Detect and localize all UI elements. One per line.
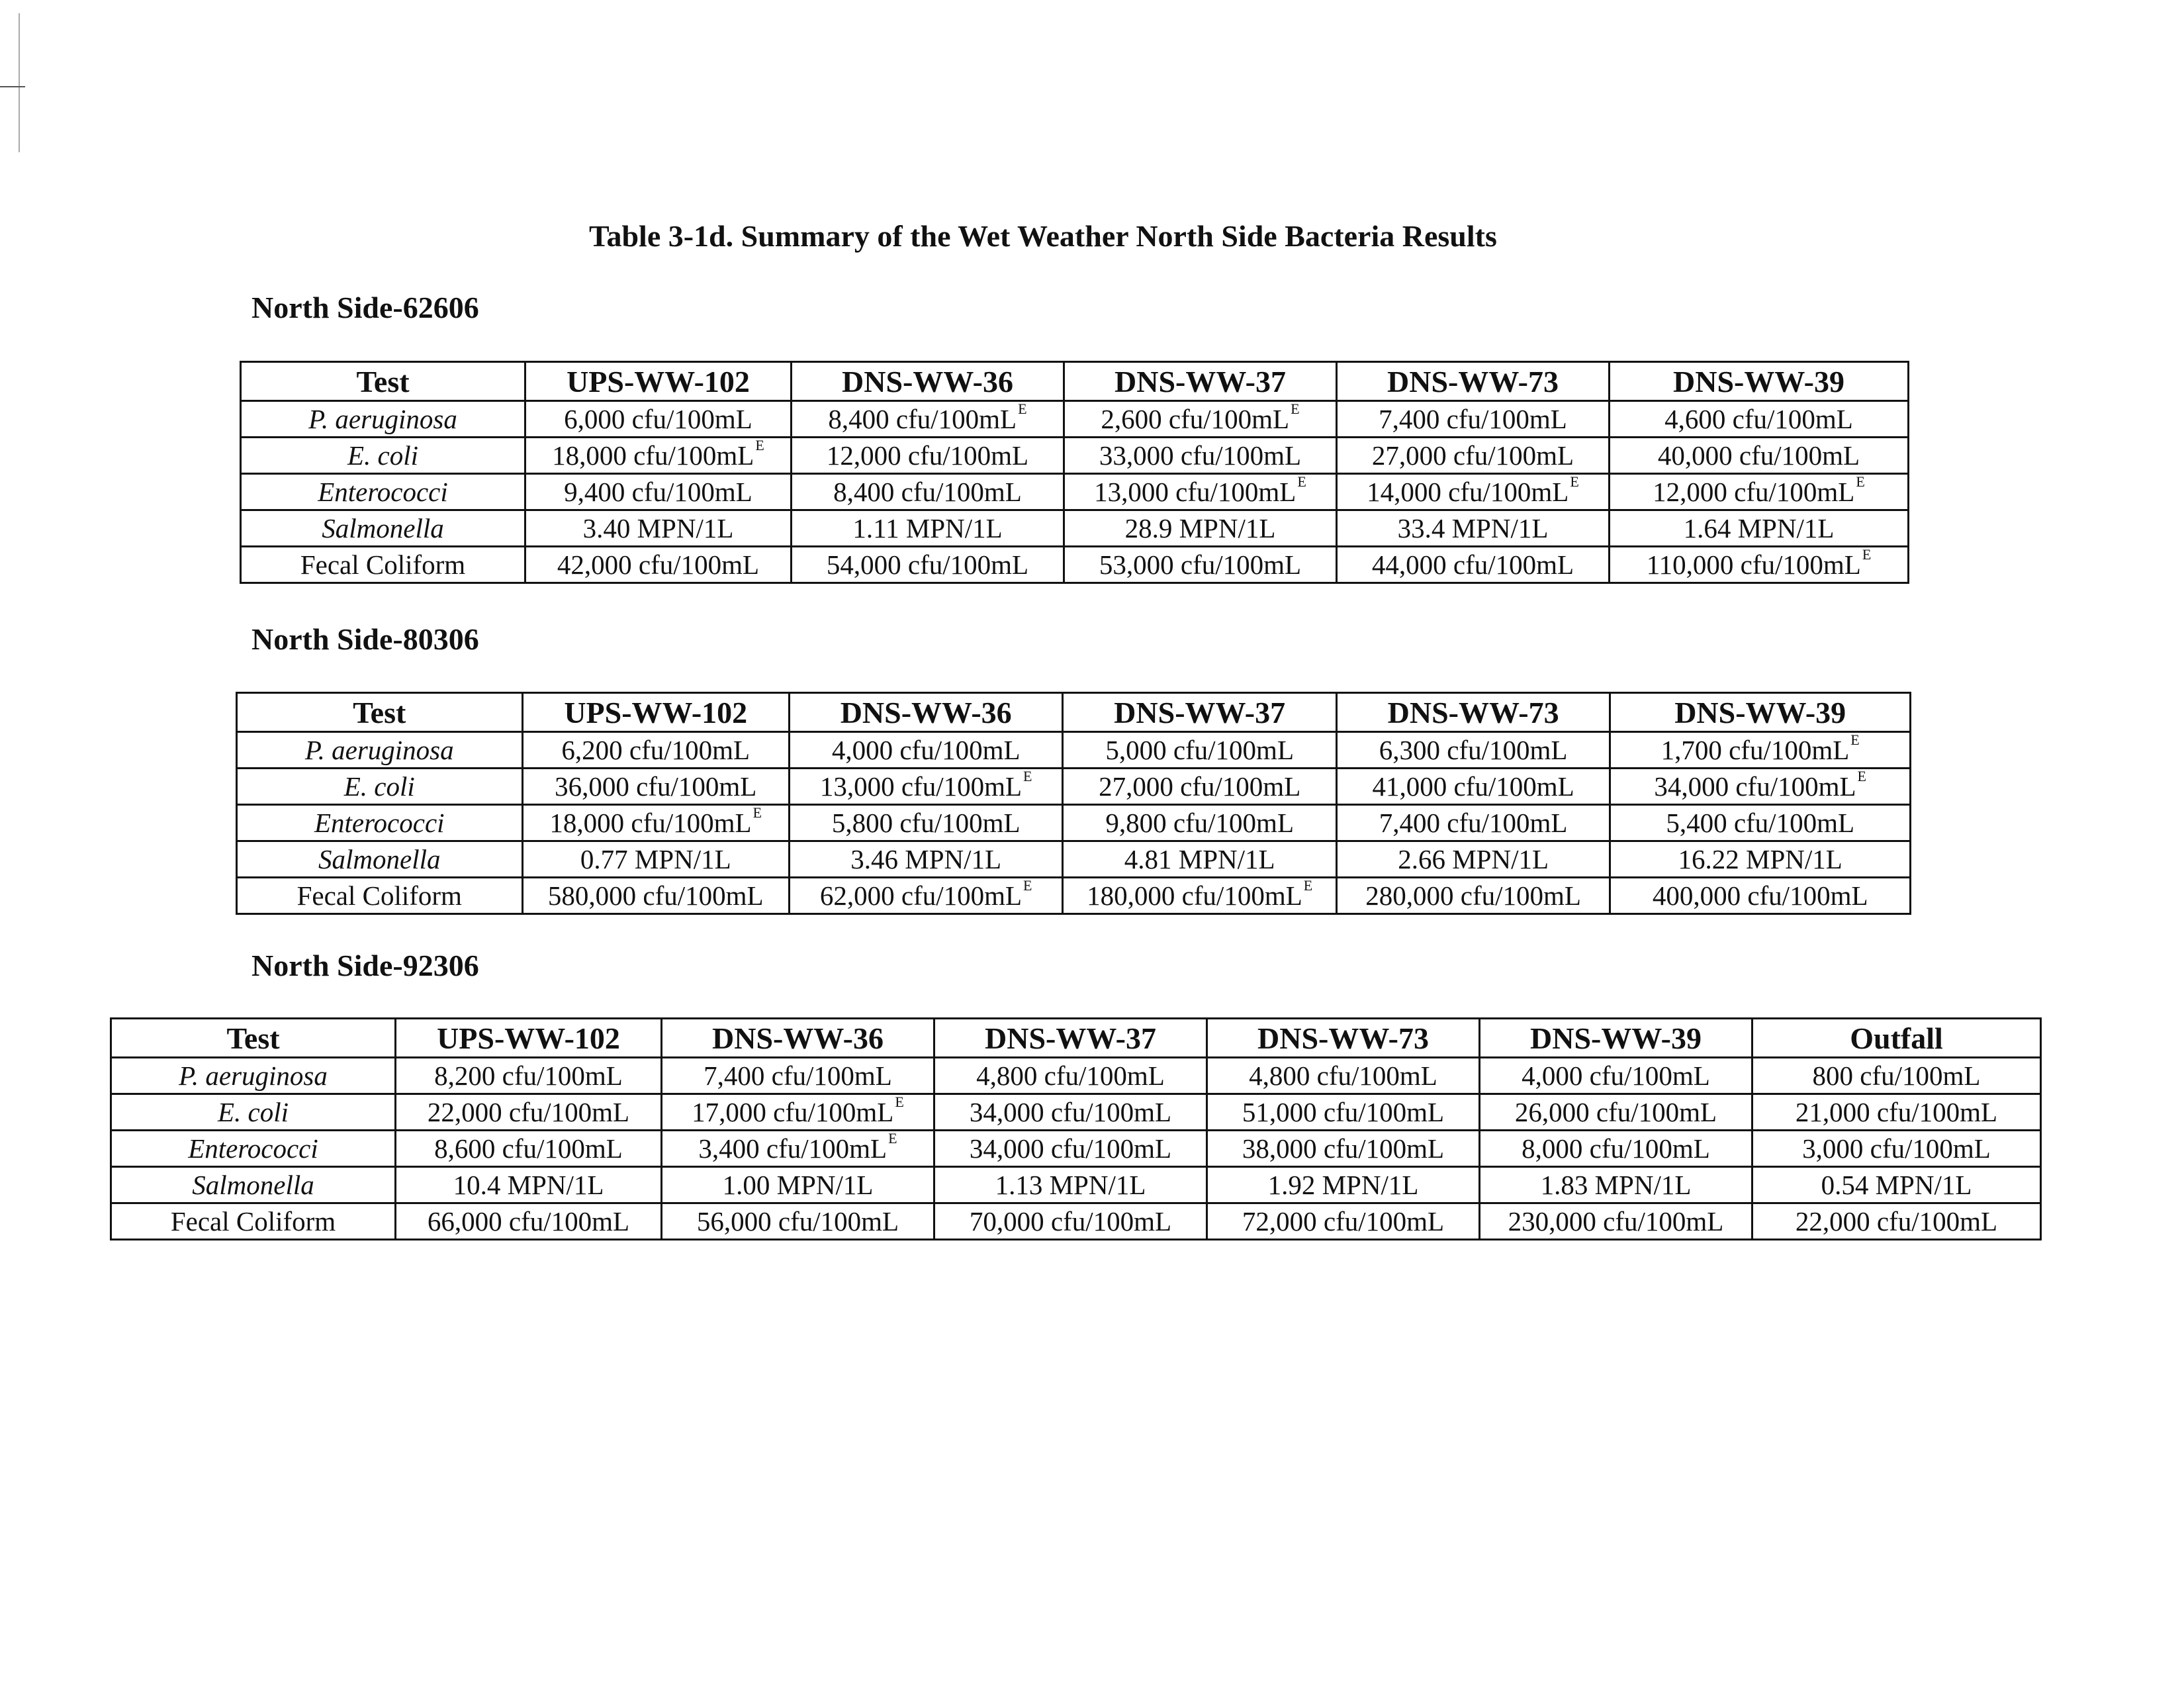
result-cell bbox=[1480, 1167, 1752, 1203]
result-value: 1.11 MPN/1L bbox=[852, 513, 1003, 543]
estimate-flag: E bbox=[1856, 473, 1865, 490]
column-header-site: DNS-WW-73 bbox=[1337, 362, 1610, 401]
result-value: 8,400 cfu/100mL bbox=[833, 477, 1022, 507]
result-value: 62,000 cfu/100mL bbox=[819, 880, 1023, 911]
result-value: 13,000 cfu/100mL bbox=[1094, 477, 1297, 507]
column-header-site: DNS-WW-37 bbox=[1064, 362, 1337, 401]
test-name-cell: Fecal Coliform bbox=[237, 878, 523, 914]
result-cell bbox=[789, 732, 1062, 769]
result-value: 400,000 cfu/100mL bbox=[1652, 880, 1868, 911]
section-heading: North Side-62606 bbox=[251, 291, 479, 324]
test-name-cell: E. coli bbox=[111, 1094, 396, 1131]
result-cell bbox=[525, 474, 792, 510]
result-cell bbox=[792, 474, 1064, 510]
test-name-cell: Fecal Coliform bbox=[111, 1203, 396, 1240]
column-header-site: DNS-WW-39 bbox=[1610, 693, 1911, 732]
result-cell bbox=[525, 510, 792, 547]
result-cell bbox=[1610, 474, 1909, 510]
result-value: 72,000 cfu/100mL bbox=[1242, 1206, 1445, 1237]
result-cell bbox=[1610, 547, 1909, 583]
result-cell bbox=[1752, 1058, 2041, 1094]
result-cell bbox=[934, 1131, 1207, 1167]
result-value: 4,800 cfu/100mL bbox=[976, 1060, 1165, 1091]
column-header-site: DNS-WW-73 bbox=[1207, 1019, 1480, 1058]
result-cell bbox=[662, 1094, 934, 1131]
result-cell bbox=[1063, 732, 1336, 769]
result-value: 4,800 cfu/100mL bbox=[1249, 1060, 1437, 1091]
result-value: 12,000 cfu/100mL bbox=[826, 440, 1029, 471]
table-row bbox=[237, 878, 1911, 914]
section-heading: North Side-80306 bbox=[251, 622, 479, 656]
column-header-site: UPS-WW-102 bbox=[522, 693, 789, 732]
result-cell bbox=[1610, 732, 1911, 769]
test-name-cell: E. coli bbox=[241, 438, 525, 474]
result-value: 3.40 MPN/1L bbox=[582, 513, 734, 543]
result-value: 110,000 cfu/100mL bbox=[1646, 549, 1861, 580]
result-value: 6,300 cfu/100mL bbox=[1379, 735, 1568, 765]
result-cell bbox=[1337, 474, 1610, 510]
result-value: 3.46 MPN/1L bbox=[850, 844, 1002, 874]
result-cell bbox=[1480, 1203, 1752, 1240]
result-value: 8,600 cfu/100mL bbox=[434, 1133, 623, 1164]
result-cell bbox=[1336, 878, 1610, 914]
table-row bbox=[237, 732, 1911, 769]
result-value: 13,000 cfu/100mL bbox=[819, 771, 1023, 802]
result-cell bbox=[396, 1131, 662, 1167]
result-value: 580,000 cfu/100mL bbox=[547, 880, 764, 911]
estimate-flag: E bbox=[1857, 768, 1866, 784]
result-value: 230,000 cfu/100mL bbox=[1508, 1206, 1724, 1237]
result-value: 9,800 cfu/100mL bbox=[1105, 808, 1294, 838]
estimate-flag: E bbox=[755, 437, 764, 453]
result-value: 36,000 cfu/100mL bbox=[555, 771, 757, 802]
result-value: 5,800 cfu/100mL bbox=[831, 808, 1021, 838]
result-cell bbox=[396, 1203, 662, 1240]
result-cell bbox=[662, 1131, 934, 1167]
result-value: 10.4 MPN/1L bbox=[453, 1170, 604, 1200]
result-value: 4,600 cfu/100mL bbox=[1664, 404, 1853, 434]
result-cell bbox=[396, 1167, 662, 1203]
result-cell bbox=[934, 1094, 1207, 1131]
result-cell bbox=[789, 878, 1062, 914]
estimate-flag: E bbox=[1023, 877, 1032, 894]
estimate-flag: E bbox=[895, 1094, 904, 1110]
table-row bbox=[237, 805, 1911, 841]
result-cell bbox=[522, 841, 789, 878]
result-cell bbox=[1610, 769, 1911, 805]
result-value: 16.22 MPN/1L bbox=[1678, 844, 1843, 874]
result-value: 4,000 cfu/100mL bbox=[1522, 1060, 1710, 1091]
column-header-site: DNS-WW-73 bbox=[1336, 693, 1610, 732]
result-value: 8,400 cfu/100mL bbox=[828, 404, 1017, 434]
result-value: 53,000 cfu/100mL bbox=[1099, 549, 1302, 580]
result-cell bbox=[1207, 1167, 1480, 1203]
result-cell bbox=[792, 438, 1064, 474]
result-cell bbox=[1336, 732, 1610, 769]
result-cell bbox=[522, 805, 789, 841]
result-value: 280,000 cfu/100mL bbox=[1365, 880, 1581, 911]
estimate-flag: E bbox=[1023, 768, 1032, 784]
table-row bbox=[111, 1094, 2041, 1131]
scan-edge-mark bbox=[19, 13, 20, 152]
result-value: 5,000 cfu/100mL bbox=[1105, 735, 1294, 765]
column-header-site: DNS-WW-36 bbox=[789, 693, 1062, 732]
result-value: 1.13 MPN/1L bbox=[995, 1170, 1146, 1200]
test-name-cell: Salmonella bbox=[241, 510, 525, 547]
result-cell bbox=[1752, 1167, 2041, 1203]
table-row bbox=[111, 1167, 2041, 1203]
result-cell bbox=[1610, 438, 1909, 474]
estimate-flag: E bbox=[1862, 546, 1872, 563]
result-cell bbox=[396, 1094, 662, 1131]
result-value: 7,400 cfu/100mL bbox=[1379, 808, 1568, 838]
result-cell bbox=[934, 1058, 1207, 1094]
result-cell bbox=[1063, 878, 1336, 914]
result-cell bbox=[1610, 805, 1911, 841]
test-name-cell: P. aeruginosa bbox=[237, 732, 523, 769]
result-value: 5,400 cfu/100mL bbox=[1666, 808, 1855, 838]
result-cell bbox=[1610, 878, 1911, 914]
result-value: 33.4 MPN/1L bbox=[1397, 513, 1549, 543]
result-cell bbox=[396, 1058, 662, 1094]
result-cell bbox=[1480, 1131, 1752, 1167]
test-name-cell: Fecal Coliform bbox=[241, 547, 525, 583]
result-cell bbox=[1207, 1094, 1480, 1131]
column-header-site: DNS-WW-36 bbox=[662, 1019, 934, 1058]
result-value: 1.83 MPN/1L bbox=[1540, 1170, 1692, 1200]
result-cell bbox=[1337, 438, 1610, 474]
result-cell bbox=[525, 401, 792, 438]
result-cell bbox=[1336, 841, 1610, 878]
test-name-cell: Enterococci bbox=[111, 1131, 396, 1167]
result-cell bbox=[525, 438, 792, 474]
page-title: Table 3-1d. Summary of the Wet Weather North Side Bacteria Results bbox=[589, 219, 1497, 253]
result-value: 17,000 cfu/100mL bbox=[692, 1097, 894, 1127]
result-value: 40,000 cfu/100mL bbox=[1657, 440, 1860, 471]
result-value: 12,000 cfu/100mL bbox=[1653, 477, 1855, 507]
result-cell bbox=[1207, 1203, 1480, 1240]
table-row bbox=[111, 1131, 2041, 1167]
result-value: 33,000 cfu/100mL bbox=[1099, 440, 1302, 471]
estimate-flag: E bbox=[1850, 731, 1860, 748]
result-cell bbox=[1752, 1131, 2041, 1167]
result-cell bbox=[1480, 1094, 1752, 1131]
result-value: 34,000 cfu/100mL bbox=[1654, 771, 1856, 802]
test-name-cell: Enterococci bbox=[241, 474, 525, 510]
result-value: 1.92 MPN/1L bbox=[1267, 1170, 1419, 1200]
result-cell bbox=[789, 841, 1062, 878]
table-row bbox=[241, 547, 1909, 583]
result-value: 1.00 MPN/1L bbox=[722, 1170, 874, 1200]
result-cell bbox=[525, 547, 792, 583]
table-row bbox=[237, 769, 1911, 805]
result-value: 14,000 cfu/100mL bbox=[1367, 477, 1569, 507]
column-header-test: Test bbox=[111, 1019, 396, 1058]
result-cell bbox=[1063, 769, 1336, 805]
result-cell bbox=[1337, 401, 1610, 438]
result-value: 18,000 cfu/100mL bbox=[549, 808, 752, 838]
result-value: 4.81 MPN/1L bbox=[1124, 844, 1275, 874]
result-cell bbox=[522, 732, 789, 769]
result-cell bbox=[789, 769, 1062, 805]
column-header-test: Test bbox=[241, 362, 525, 401]
test-name-cell: P. aeruginosa bbox=[241, 401, 525, 438]
column-header-test: Test bbox=[237, 693, 523, 732]
result-value: 0.54 MPN/1L bbox=[1821, 1170, 1972, 1200]
result-value: 3,400 cfu/100mL bbox=[698, 1133, 887, 1164]
results-table bbox=[240, 361, 1909, 584]
result-cell bbox=[1480, 1058, 1752, 1094]
test-name-cell: Salmonella bbox=[111, 1167, 396, 1203]
result-value: 8,000 cfu/100mL bbox=[1522, 1133, 1710, 1164]
result-cell bbox=[662, 1167, 934, 1203]
result-value: 26,000 cfu/100mL bbox=[1514, 1097, 1717, 1127]
result-cell bbox=[792, 401, 1064, 438]
column-header-site: DNS-WW-39 bbox=[1610, 362, 1909, 401]
result-value: 54,000 cfu/100mL bbox=[826, 549, 1029, 580]
result-value: 0.77 MPN/1L bbox=[580, 844, 731, 874]
table-row bbox=[241, 474, 1909, 510]
result-cell bbox=[1610, 841, 1911, 878]
result-value: 21,000 cfu/100mL bbox=[1795, 1097, 1998, 1127]
result-cell bbox=[1064, 438, 1337, 474]
result-cell bbox=[792, 547, 1064, 583]
table-row bbox=[241, 510, 1909, 547]
result-cell bbox=[1610, 510, 1909, 547]
result-value: 28.9 MPN/1L bbox=[1124, 513, 1276, 543]
table-row bbox=[241, 438, 1909, 474]
table-row bbox=[111, 1203, 2041, 1240]
result-cell bbox=[1064, 474, 1337, 510]
result-cell bbox=[1063, 805, 1336, 841]
result-value: 56,000 cfu/100mL bbox=[696, 1206, 899, 1237]
result-value: 1.64 MPN/1L bbox=[1683, 513, 1835, 543]
result-value: 7,400 cfu/100mL bbox=[704, 1060, 892, 1091]
table-row bbox=[241, 401, 1909, 438]
result-value: 44,000 cfu/100mL bbox=[1371, 549, 1574, 580]
result-cell bbox=[522, 878, 789, 914]
result-value: 34,000 cfu/100mL bbox=[969, 1133, 1172, 1164]
result-cell bbox=[1610, 401, 1909, 438]
table-header-row bbox=[237, 693, 1911, 732]
result-value: 22,000 cfu/100mL bbox=[427, 1097, 630, 1127]
result-cell bbox=[792, 510, 1064, 547]
column-header-site: UPS-WW-102 bbox=[525, 362, 792, 401]
result-value: 6,000 cfu/100mL bbox=[564, 404, 752, 434]
result-value: 6,200 cfu/100mL bbox=[561, 735, 751, 765]
result-cell bbox=[1064, 401, 1337, 438]
results-table bbox=[110, 1017, 2042, 1240]
result-cell bbox=[934, 1167, 1207, 1203]
result-value: 8,200 cfu/100mL bbox=[434, 1060, 623, 1091]
test-name-cell: P. aeruginosa bbox=[111, 1058, 396, 1094]
result-value: 66,000 cfu/100mL bbox=[427, 1206, 630, 1237]
result-cell bbox=[1752, 1203, 2041, 1240]
result-cell bbox=[1064, 510, 1337, 547]
result-cell bbox=[1207, 1058, 1480, 1094]
result-value: 180,000 cfu/100mL bbox=[1087, 880, 1302, 911]
result-value: 1,700 cfu/100mL bbox=[1661, 735, 1850, 765]
result-value: 51,000 cfu/100mL bbox=[1242, 1097, 1445, 1127]
column-header-site: Outfall bbox=[1752, 1019, 2041, 1058]
estimate-flag: E bbox=[1018, 400, 1027, 417]
result-cell bbox=[662, 1203, 934, 1240]
scan-edge-mark bbox=[0, 86, 25, 87]
result-value: 22,000 cfu/100mL bbox=[1795, 1206, 1998, 1237]
result-cell bbox=[789, 805, 1062, 841]
column-header-site: DNS-WW-37 bbox=[1063, 693, 1336, 732]
result-value: 2.66 MPN/1L bbox=[1398, 844, 1549, 874]
result-value: 70,000 cfu/100mL bbox=[969, 1206, 1172, 1237]
result-cell bbox=[1207, 1131, 1480, 1167]
estimate-flag: E bbox=[1303, 877, 1313, 894]
estimate-flag: E bbox=[1291, 400, 1300, 417]
test-name-cell: E. coli bbox=[237, 769, 523, 805]
result-value: 42,000 cfu/100mL bbox=[557, 549, 760, 580]
column-header-site: UPS-WW-102 bbox=[396, 1019, 662, 1058]
result-cell bbox=[1336, 769, 1610, 805]
result-value: 27,000 cfu/100mL bbox=[1099, 771, 1301, 802]
result-value: 800 cfu/100mL bbox=[1812, 1060, 1981, 1091]
test-name-cell: Enterococci bbox=[237, 805, 523, 841]
column-header-site: DNS-WW-37 bbox=[934, 1019, 1207, 1058]
result-value: 3,000 cfu/100mL bbox=[1802, 1133, 1991, 1164]
result-value: 34,000 cfu/100mL bbox=[969, 1097, 1172, 1127]
result-value: 2,600 cfu/100mL bbox=[1101, 404, 1290, 434]
result-cell bbox=[1064, 547, 1337, 583]
result-value: 41,000 cfu/100mL bbox=[1372, 771, 1574, 802]
estimate-flag: E bbox=[1297, 473, 1306, 490]
result-value: 38,000 cfu/100mL bbox=[1242, 1133, 1445, 1164]
column-header-site: DNS-WW-39 bbox=[1480, 1019, 1752, 1058]
table-row bbox=[111, 1058, 2041, 1094]
result-cell bbox=[1063, 841, 1336, 878]
table-header-row bbox=[241, 362, 1909, 401]
result-cell bbox=[522, 769, 789, 805]
result-cell bbox=[934, 1203, 1207, 1240]
result-value: 18,000 cfu/100mL bbox=[552, 440, 754, 471]
results-table bbox=[236, 692, 1911, 915]
result-cell bbox=[1337, 547, 1610, 583]
estimate-flag: E bbox=[888, 1130, 897, 1146]
result-value: 4,000 cfu/100mL bbox=[831, 735, 1021, 765]
table-row bbox=[237, 841, 1911, 878]
estimate-flag: E bbox=[752, 804, 762, 821]
column-header-site: DNS-WW-36 bbox=[792, 362, 1064, 401]
result-cell bbox=[1752, 1094, 2041, 1131]
result-cell bbox=[1337, 510, 1610, 547]
result-value: 7,400 cfu/100mL bbox=[1379, 404, 1567, 434]
result-value: 9,400 cfu/100mL bbox=[564, 477, 752, 507]
estimate-flag: E bbox=[1570, 473, 1579, 490]
result-value: 27,000 cfu/100mL bbox=[1371, 440, 1574, 471]
test-name-cell: Salmonella bbox=[237, 841, 523, 878]
section-heading: North Side-92306 bbox=[251, 949, 479, 982]
result-cell bbox=[662, 1058, 934, 1094]
result-cell bbox=[1336, 805, 1610, 841]
table-header-row bbox=[111, 1019, 2041, 1058]
